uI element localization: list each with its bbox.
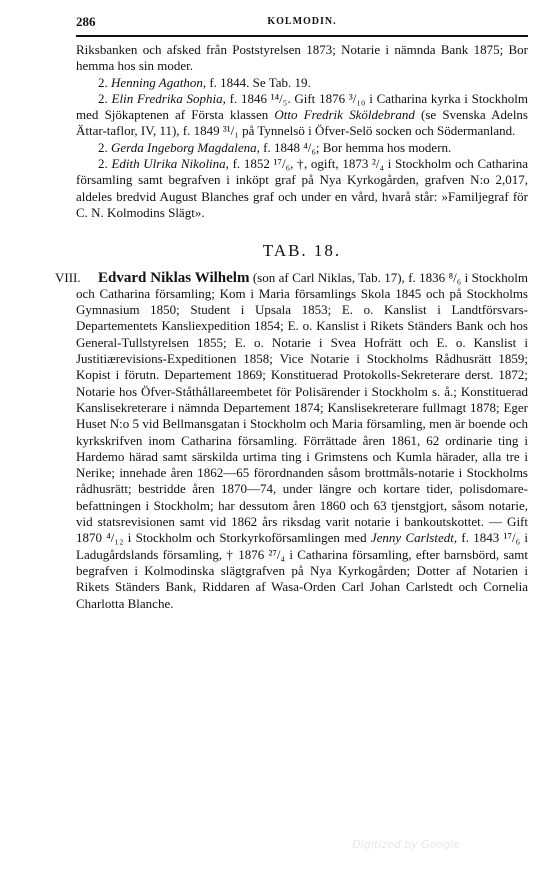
page-body: [55, 42, 529, 612]
child-name: Edith Ulrika Nikolina,: [111, 156, 229, 172]
entry-name: Edvard Niklas Wilhelm: [98, 269, 250, 286]
child-number: 2.: [98, 156, 108, 172]
paragraph-gerda: [76, 140, 528, 156]
header-rule: [76, 35, 528, 37]
child-text: f. 1844. Se Tab. 19.: [206, 74, 311, 90]
child-text: f. 1852 ¹⁷/₆, †, ogift, 1873 ²/₄ i Stockholm och Catharina församling samt begrafven i inköpt graf på Nya Kyrkogården, grafven N:o 2,017, aldeles bredvid August Blanches graf och under en vård, hvarå står: »Familjegraf för C. N. Kolmodins Slägt».: [76, 156, 529, 220]
child-name: Gerda Ingeborg Magdalena,: [111, 139, 260, 155]
running-head: KOLMODIN.: [267, 16, 337, 27]
entry-edvard: [55, 269, 529, 612]
table-heading: TAB. 18.: [262, 241, 342, 261]
spouse-name: Otto Fredrik Sköldebrand: [274, 107, 415, 123]
child-text: (se Svenska Adelns Ättar-taflor, IV, 11), f. 1849 ³¹/₁ på Tynnelsö i Öfver-Selö socken och Södermanland.: [76, 107, 528, 139]
child-name: Henning Agathon,: [111, 74, 207, 90]
paragraph-continuation: Riksbanken och afsked från Poststyrelsen 1873; Notarie i nämnda Bank 1875; Bor hemma hos sin moder.: [76, 42, 528, 74]
paragraph-edith: [76, 156, 528, 221]
spouse-name: Jenny Carlstedt,: [370, 530, 458, 546]
child-text: f. 1846 ¹⁴/₅. Gift 1876 ³/₁₀ i Catharina kyrka i Stockholm med Sjökaptenen af Första klassen: [76, 90, 528, 123]
child-name: Elin Fredrika Sophia,: [111, 90, 226, 106]
page-number: 286: [76, 14, 96, 29]
entry-text: (son af Carl Niklas, Tab. 17), f. 1836 ⁸/₆ i Stockholm och Catharina församling; Kom i Maria församlings Skola 1845 och på Stockholms Gymnasium 1850; Student i Upsala 1853; E. o. Kanslist i Landtförsvars-Departementets Kansliexpedition 1854; E. o. Kanslist i Rikets Ständers Bank och hos General-Tullstyrelsen 1855; E. o. Notarie i Svea Hofrätt och E. o. Kanslist i Justitiærevisions-Expeditionen 1858; Vice Notarie i Stockholms Rådhusrätt 1859; Kopist i förutn. Departement 1869; Konstituerad Protokolls-Sekreterare derst. 1872; Notarie hos Öfver-Ståthållareembetet för Polisärender i Stockholm s. å.; Konstituerad Kanslisekreterare i nämnda Departement 1874; Kanslisekreterare fullmagt 1878; Eger Huset N:o 5 vid Bellmansgatan i Stockholm och Maria församling, men är boende och kyrkskrifven inom Catharina församling. Förrättade åren 1861, 62 ordinarie ting i Hardemo härad samt särskilda urtima ting i Grimstens och Kumla härader, alla tre i Nerike; innehade åren 1862—65 förordnanden såsom brottmåls-notarie i Stockholms rådhusrätt; bestridde åren 1870—74, under längre och kortare tider, polisdomare-befattningen i Stockholm; har dessutom åren 1860 och 63 tjenstgjort, såsom notarie, vid statsrevisionen samt vid 1862 års riksdag varit notarie i bankoutskottet. — Gift 1870 ⁴/₁₂ i Stockholm och Storkyrkoförsamlingen med: [76, 269, 528, 546]
paragraph-elin: [76, 91, 528, 140]
paragraph-henning: [76, 75, 528, 91]
page-header: [76, 14, 528, 34]
child-number: 2.: [98, 139, 108, 155]
entry-text: f. 1843 ¹⁷/₆ i Ladugårdslands församling, † 1876 ²⁷/₄ i Catharina församling, efter barnsbörd, samt begrafven i Kolmodinska slägtgrafven på Nya Kyrkogården; Dotter af Notarien i Rikets Ständers Bank, Riddaren af Wasa-Orden Carl Johan Carlstedt och Cornelia Charlotta Blanche.: [76, 530, 529, 611]
child-text: f. 1848 ⁴/₆; Bor hemma hos modern.: [259, 139, 452, 155]
child-number: 2.: [98, 90, 108, 106]
generation-numeral: VIII.: [55, 269, 81, 285]
watermark: Digitized by Google: [352, 838, 460, 851]
child-number: 2.: [98, 74, 108, 90]
